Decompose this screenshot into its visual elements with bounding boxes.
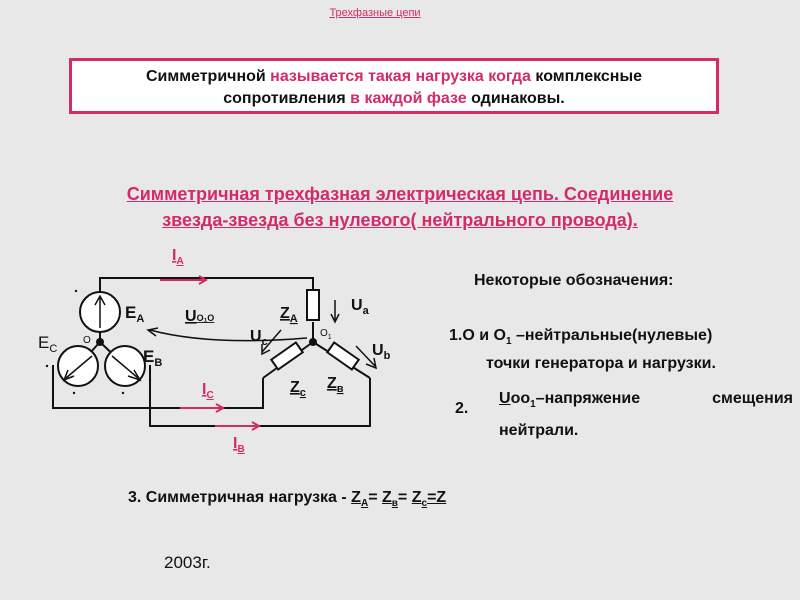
definition-word-3: комплексные (530, 68, 643, 85)
node-o-icon (96, 338, 104, 346)
label-ub: $U_b$ (372, 342, 391, 362)
voltage-uoo-arrow (148, 328, 307, 341)
definition-word-2: называется такая нагрузка когда (270, 68, 531, 85)
label-eb: $E_B$ (143, 347, 163, 369)
label-node-o: O (83, 335, 91, 346)
label-uoo: UO₁O (185, 308, 215, 325)
note-1-line-2: точки генератора и нагрузки. (486, 355, 716, 372)
label-za: $Z_A$ (280, 305, 298, 325)
notes-title: Некоторые обозначения: (474, 272, 674, 289)
label-zc: $Z_c$ (290, 379, 306, 399)
wire-b (150, 365, 370, 426)
impedance-zb (327, 342, 358, 369)
label-ea: $E_A$ (125, 303, 145, 325)
note-2-text: Uоо$_1$–напряжение смещения нейтрали. (499, 390, 793, 440)
voltage-ua-arrow (331, 300, 339, 322)
label-ec: $E_C$ (38, 333, 58, 355)
definition-word-4: сопротивления (223, 90, 351, 107)
label-ia: $I_A$ (172, 247, 184, 267)
subtitle-line-2: звезда-звезда без нулевого( нейтрального провода). (162, 210, 638, 230)
label-ib: $I_B$ (233, 435, 245, 455)
header-title-link[interactable]: Трехфазные цепи (329, 7, 421, 19)
symmetric-load-equation: 3. Симметричная нагрузка - $Z_A= Z_в= Z_c=Z$ (128, 489, 447, 510)
current-ib-arrow (215, 422, 259, 430)
definition-word-6: одинаковы. (466, 90, 565, 107)
note-1-line-1: 1.O и $O_1$ –нейтральные(нулевые) (449, 327, 713, 348)
label-zb: $Z_в$ (327, 375, 344, 395)
impedance-zc (271, 342, 302, 369)
node-o1-icon (309, 338, 317, 346)
current-ic-arrow (180, 404, 223, 412)
definition-word-5: в каждой фазе (350, 90, 467, 107)
label-node-o1: $O_1$ (320, 328, 332, 341)
label-ua: $U_a$ (351, 297, 369, 317)
subtitle-line-1: Симметричная трехфазная электрическая цепь. Соединение (126, 184, 674, 204)
label-uc: $U_c$ (250, 328, 268, 348)
note-2-number: 2. (455, 400, 469, 417)
year-label: 2003г. (164, 553, 211, 572)
definition-word-1: Симметричной (145, 68, 271, 85)
label-ic: $I_C$ (202, 381, 214, 401)
impedance-za (307, 290, 319, 320)
